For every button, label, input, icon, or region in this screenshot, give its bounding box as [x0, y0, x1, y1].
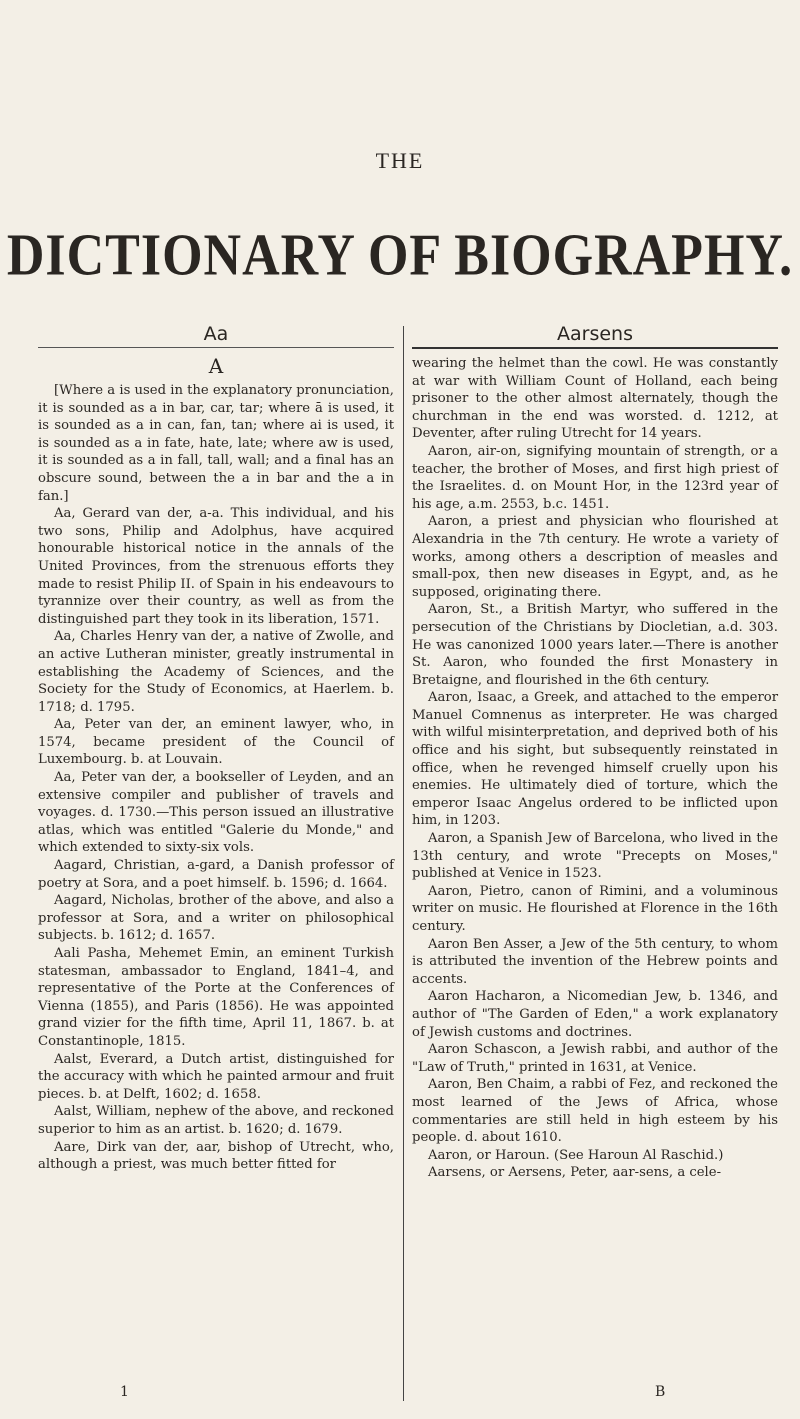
entry: Aaron, Ben Chaim, a rabbi of Fez, and reckoned the most learned of the Jews of Africa, whose commentaries are still held in high esteem by his people. d. about 1610. [412, 1077, 778, 1146]
left-column [38, 322, 394, 1174]
page-title: DICTIONARY OF BIOGRAPHY. [6, 222, 794, 289]
entry: Aaron Hacharon, a Nicomedian Jew, b. 1346, and author of "The Garden of Eden," a work explanatory of Jewish customs and doctrines. [412, 989, 778, 1040]
entry: Aa, Charles Henry van der, a native of Zwolle, and an active Lutheran minister, greatly instrumental in establishing the Academy of Sciences, and the Society for the Study of Economics, at Haerlem. b. 1718; d. 1795. [38, 629, 394, 715]
running-head-right: Aarsens [557, 323, 633, 345]
entry: Aa, Peter van der, an eminent lawyer, who, in 1574, became president of the Council of Luxembourg. b. at Louvain. [38, 717, 394, 768]
running-head-left: Aa [203, 323, 229, 345]
left-entries [38, 382, 394, 1174]
entry: Aaron Ben Asser, a Jew of the 5th century, to whom is attributed the invention of the Hebrew points and accents. [412, 936, 778, 987]
entry: Aagard, Christian, a-gard, a Danish professor of poetry at Sora, and a poet himself. b. 1596; d. 1664. [38, 858, 394, 891]
right-column [412, 322, 778, 1182]
entry: Aaron, or Haroun. (See Haroun Al Raschid.) [428, 1147, 724, 1163]
right-entries [412, 355, 778, 1182]
entry: Aa, Gerard van der, a-a. This individual, and his two sons, Philip and Adolphus, have acquired honourable historical notice in the annals of the United Provinces, from the strenuous efforts they made to resist Philip II. of Spain in his endeavours to tyrannize over their country, as well as from the distinguished part they took in its liberation, 1571. [38, 506, 394, 627]
entry: wearing the helmet than the cowl. He was constantly at war with William Count of Holland, each being prisoner to the other almost alternately, though the churchman in the end was worsted. d. 1212, at Deventer, after ruling Utrecht for 14 years. [412, 356, 778, 442]
entry: Aarsens, or Aersens, Peter, aar-sens, a cele- [428, 1165, 722, 1181]
entry: [Where a is used in the explanatory pronunciation, it is sounded as a in bar, car, tar; where ā is used, it is sounded as a in can, fan, tan; where ai is used, it is sounded as a in fate, hate, late; where aw is used, it is sounded as a in fall, tall, wall; and a final has an obscure sound, between the a in bar and the a in fan.] [38, 383, 394, 504]
page-number: 1 [120, 1384, 129, 1400]
title-prefix: THE [375, 148, 425, 173]
head-rule-left [38, 347, 394, 348]
entry: Aaron, St., a British Martyr, who suffered in the persecution of the Christians by Diocletian, a.d. 303. He was canonized 1000 years later.—There is another St. Aaron, who founded the first Monastery in Bretaigne, and flourished in the 6th century. [412, 602, 778, 688]
column-divider [403, 326, 404, 1401]
entry: Aagard, Nicholas, brother of the above, and also a professor at Sora, and a writer on philosophical subjects. b. 1612; d. 1657. [38, 893, 394, 944]
entry: Aa, Peter van der, a bookseller of Leyden, and an extensive compiler and publisher of travels and voyages. d. 1730.—This person issued an illustrative atlas, which was entitled "Galerie du Monde," and which extended to sixty-six vols. [38, 770, 394, 856]
section-letter: A [208, 354, 224, 378]
entry: Aalst, William, nephew of the above, and reckoned superior to him as an artist. b. 1620; d. 1679. [38, 1104, 394, 1137]
entry: Aaron, Pietro, canon of Rimini, and a voluminous writer on music. He flourished at Florence in the 16th century. [412, 883, 778, 934]
head-rule-right [412, 347, 778, 349]
entry: Aaron, a Spanish Jew of Barcelona, who lived in the 13th century, and wrote "Precepts on Moses," published at Venice in 1523. [412, 831, 778, 882]
entry: Aalst, Everard, a Dutch artist, distinguished for the accuracy with which he painted armour and fruit pieces. b. at Delft, 1602; d. 1658. [38, 1051, 394, 1102]
entry: Aaron, Isaac, a Greek, and attached to the emperor Manuel Comnenus as interpreter. He was charged with wilful misinterpretation, and deprived both of his office and his sight, but subsequently reinstated in office, when he revenged himself cruelly upon his enemies. He ultimately died of torture, which the emperor Isaac Angelus ordered to be inflicted upon him, in 1203. [412, 690, 778, 829]
entry: Aali Pasha, Mehemet Emin, an eminent Turkish statesman, ambassador to England, 1841–4, and representative of the Porte at the Conferences of Vienna (1855), and Paris (1856). He was appointed grand vizier for the fifth time, April 11, 1867. b. at Constantinople, 1815. [38, 946, 394, 1049]
entry: Aare, Dirk van der, aar, bishop of Utrecht, who, although a priest, was much better fitted for [38, 1139, 394, 1173]
entry: Aaron Schascon, a Jewish rabbi, and author of the "Law of Truth," printed in 1631, at Venice. [412, 1042, 778, 1075]
entry: Aaron, a priest and physician who flourished at Alexandria in the 7th century. He wrote a variety of works, among others a description of measles and small-pox, then new diseases in Egypt, and, as he supposed, originating there. [412, 514, 778, 600]
signature-mark: B [655, 1384, 666, 1400]
entry: Aaron, air-on, signifying mountain of strength, or a teacher, the brother of Moses, and first high priest of the Israelites. d. on Mount Hor, in the 123rd year of his age, a.m. 2553, b.c. 1451. [412, 443, 778, 512]
